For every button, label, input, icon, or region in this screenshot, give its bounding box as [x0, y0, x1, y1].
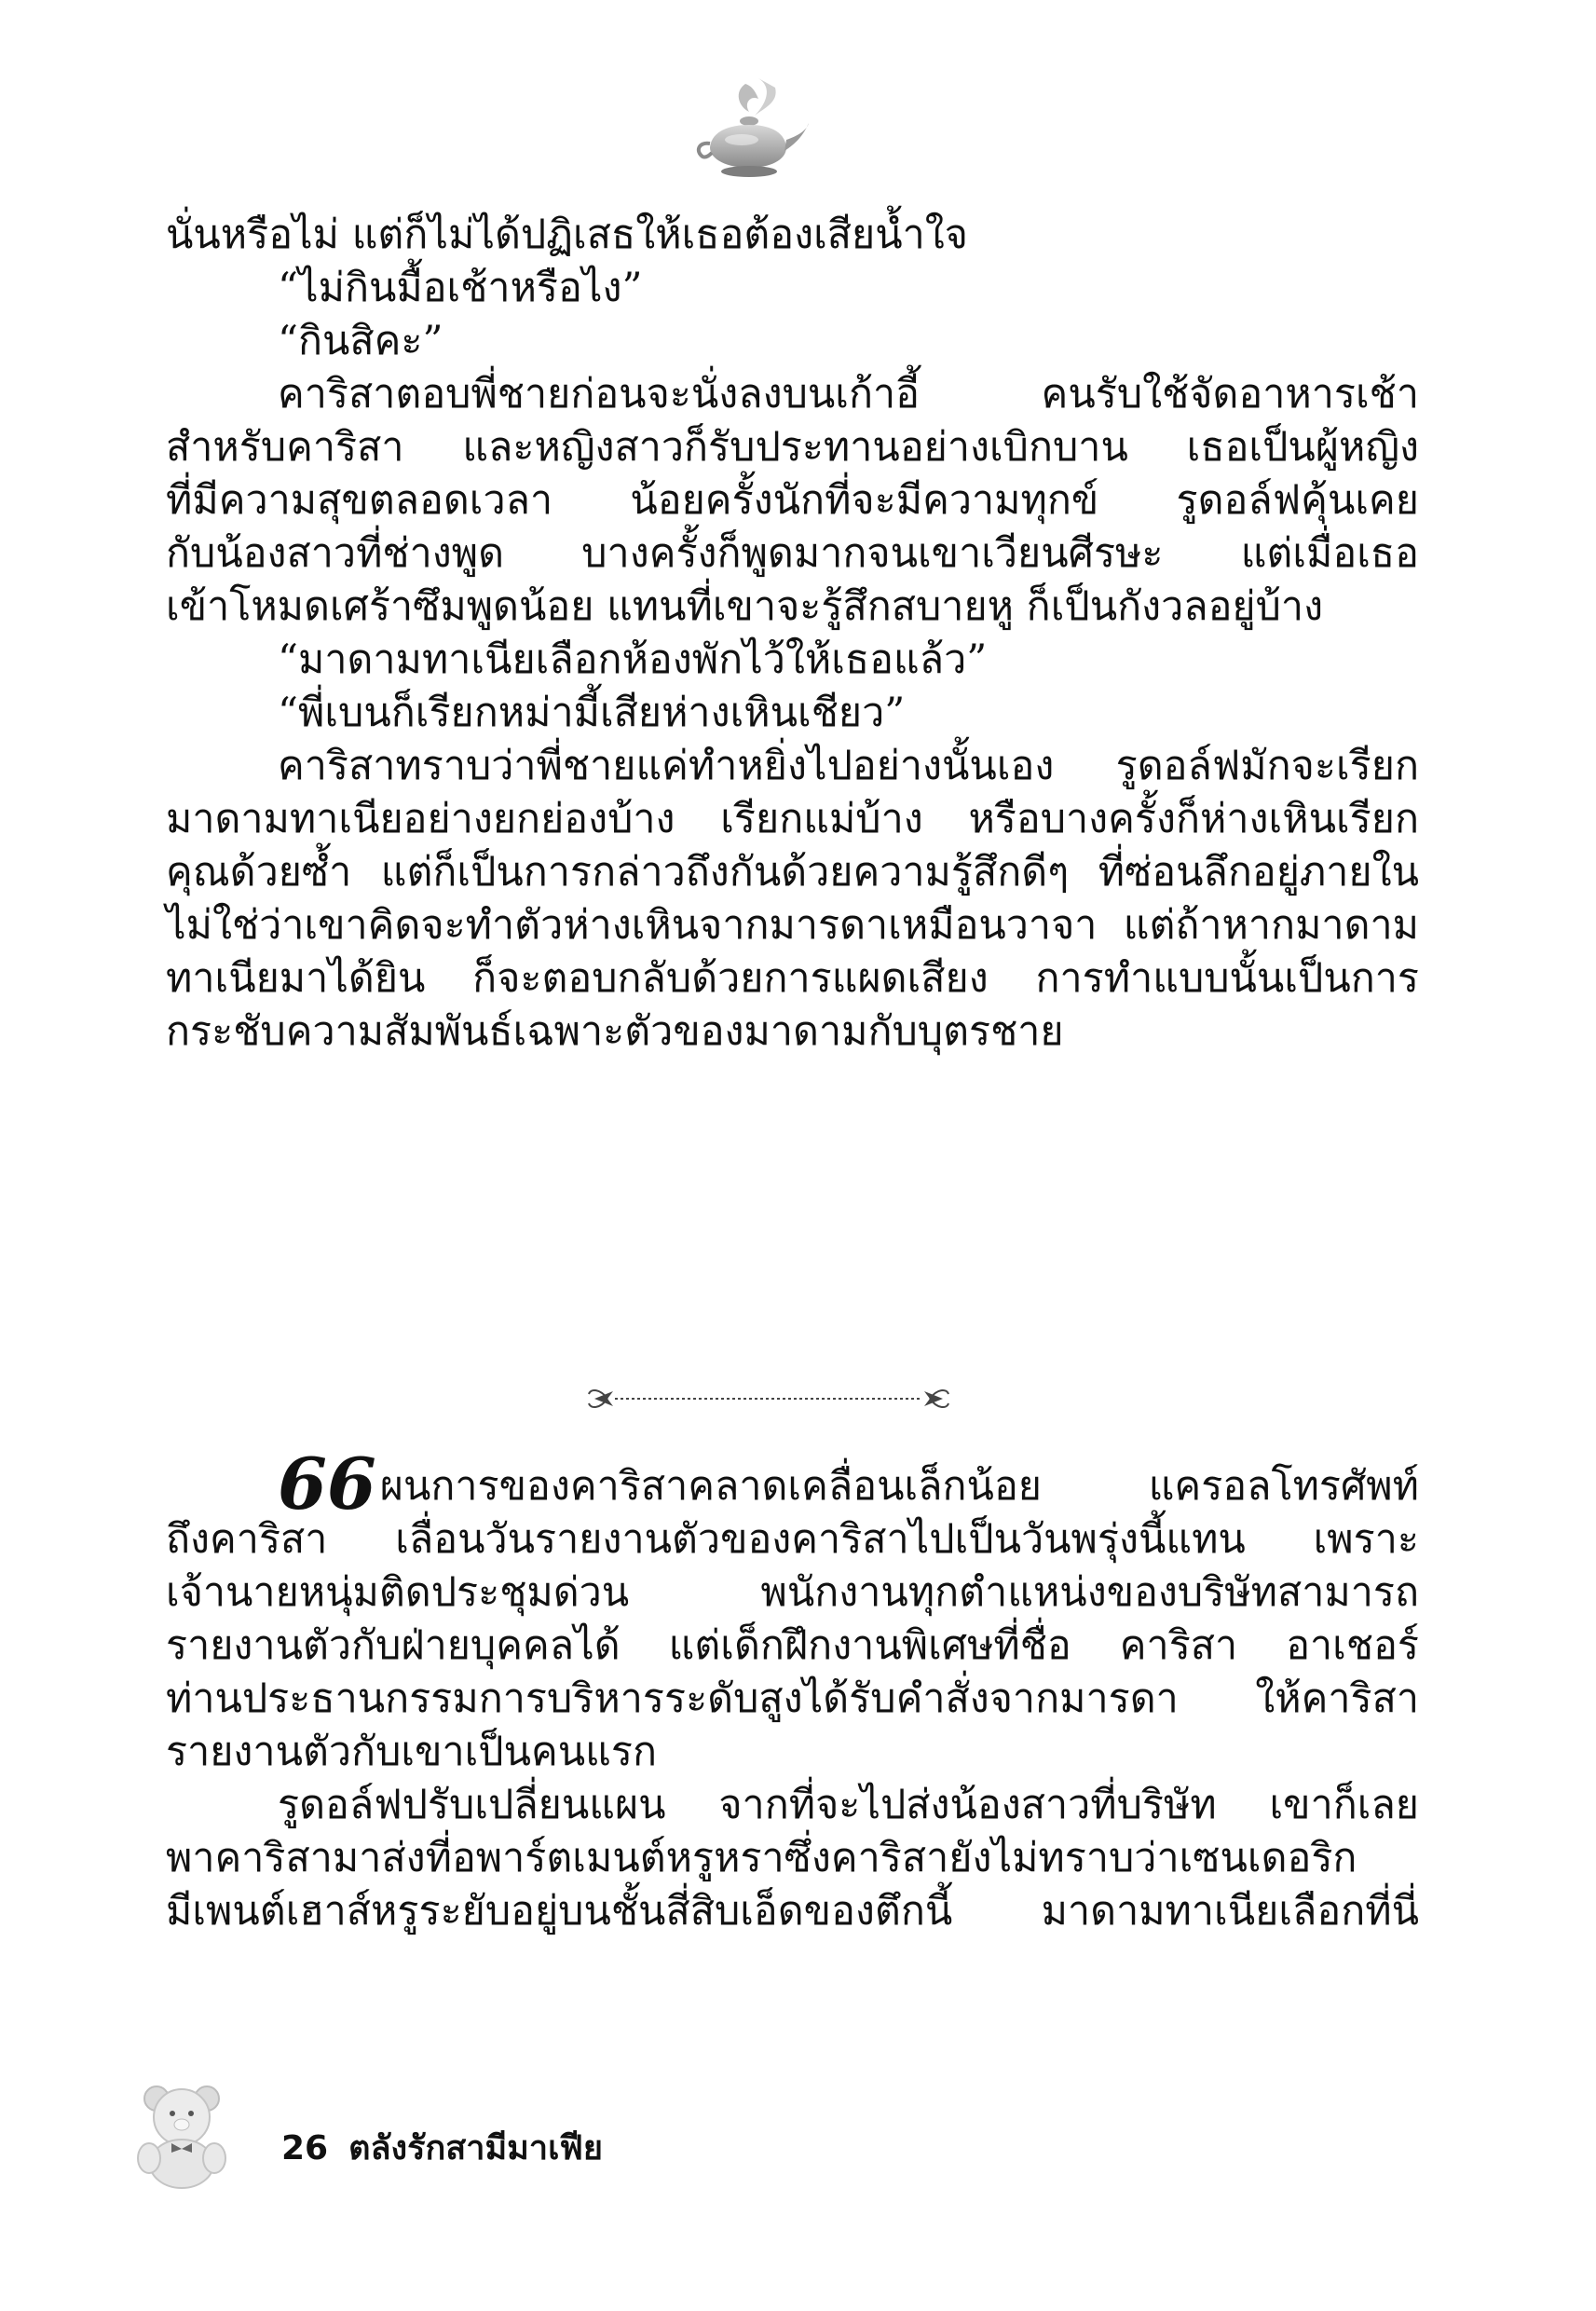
text-line: มีเพนต์เฮาส์หรูระยับอยู่บนชั้นสี่สิบเอ็ดของตึกนี้ มาดามทาเนียเลือกที่นี่ — [166, 1888, 1419, 1935]
page-footer — [130, 2078, 783, 2190]
quote-mark: 66 — [278, 1443, 376, 1525]
book-title: ตลังรักสามีมาเฟีย — [348, 2129, 604, 2167]
text-line: ท่านประธานกรรมการบริหารระดับสูงได้รับคำสั่งจากมารดา ให้คาริสา — [166, 1675, 1419, 1722]
footer-text — [281, 2121, 603, 2174]
dialogue-line: “มาดามทาเนียเลือกห้องพักไว้ให้เธอแล้ว” — [278, 636, 988, 683]
text-line: สำหรับคาริสา และหญิงสาวก็รับประทานอย่างเบิกบาน เธอเป็นผู้หญิง — [166, 424, 1419, 471]
text-line — [166, 1443, 1419, 1525]
text-line: นั่นหรือไม่ แต่ก็ไม่ได้ปฏิเสธให้เธอต้องเสียน้ำใจ — [166, 212, 968, 258]
text-line: ถึงคาริสา เลื่อนวันรายงานตัวของคาริสาไปเป็นวันพรุ่งนี้แทน เพราะ — [166, 1516, 1419, 1563]
text-line: คาริสาทราบว่าพี่ชายแค่ทำหยิ่งไปอย่างนั้นเอง รูดอล์ฟมักจะเรียก — [278, 743, 1419, 789]
text-line: ทาเนียมาได้ยิน ก็จะตอบกลับด้วยการแผดเสียง การทำแบบนั้นเป็นการ — [166, 955, 1419, 1002]
text-line: คุณด้วยซ้ำ แต่ก็เป็นการกล่าวถึงกันด้วยความรู้สึกดีๆ ที่ซ่อนลึกอยู่ภายใน — [166, 849, 1419, 896]
paragraph-block-2 — [166, 1443, 1419, 1936]
text-line: รายงานตัวกับเขาเป็นคนแรก — [166, 1729, 658, 1775]
text-line: ไม่ใช่ว่าเขาคิดจะทำตัวห่างเหินจากมารดาเหมือนวาจา แต่ถ้าหากมาดาม — [166, 902, 1419, 949]
text-line: พาคาริสามาส่งที่อพาร์ตเมนต์หรูหราซึ่งคาริสายังไม่ทราบว่าเซนเดอริก — [166, 1835, 1357, 1881]
text-line: เจ้านายหนุ่มติดประชุมด่วน พนักงานทุกตำแหน่งของบริษัทสามารถ — [166, 1569, 1419, 1616]
text-line: คาริสาตอบพี่ชายก่อนจะนั่งลงบนเก้าอี้ คนรับใช้จัดอาหารเช้า — [278, 371, 1419, 417]
text-line: รูดอล์ฟปรับเปลี่ยนแผน จากที่จะไปส่งน้องสาวที่บริษัท เขาก็เลย — [278, 1782, 1419, 1828]
paragraph-block-1 — [166, 207, 1419, 1057]
text-line: มาดามทาเนียอย่างยกย่องบ้าง เรียกแม่บ้าง หรือบางครั้งก็ห่างเหินเรียก — [166, 796, 1419, 842]
dialogue-line: “ไม่กินมื้อเช้าหรือไง” — [278, 265, 643, 311]
text-line: ที่มีความสุขตลอดเวลา น้อยครั้งนักที่จะมีความทุกข์ รูดอล์ฟคุ้นเคย — [166, 477, 1419, 524]
text-line: เข้าโหมดเศร้าซึมพูดน้อย แทนที่เขาจะรู้สึกสบายหู ก็เป็นกังวลอยู่บ้าง — [166, 583, 1324, 630]
text-line: กระชับความสัมพันธ์เฉพาะตัวของมาดามกับบุตรชาย — [166, 1008, 1064, 1055]
text-segment: ผนการของคาริสาคลาดเคลื่อนเล็กน้อย แครอลโทรศัพท์ — [379, 1463, 1419, 1510]
text-line: รายงานตัวกับฝ่ายบุคคลได้ แต่เด็กฝึกงานพิเศษที่ชื่อ คาริสา อาเชอร์ — [166, 1622, 1419, 1669]
teddy-bear-icon — [130, 2078, 233, 2190]
genie-lamp-icon — [689, 75, 811, 186]
text-line: กับน้องสาวที่ช่างพูด บางครั้งก็พูดมากจนเขาเวียนศีรษะ แต่เมื่อเธอ — [166, 530, 1419, 577]
ornamental-divider-icon — [587, 1383, 950, 1415]
page-number: 26 — [281, 2129, 329, 2167]
dialogue-line: “พี่เบนก็เรียกหม่ามี้เสียห่างเหินเชียว” — [278, 690, 906, 736]
dialogue-line: “กินสิคะ” — [278, 318, 443, 364]
